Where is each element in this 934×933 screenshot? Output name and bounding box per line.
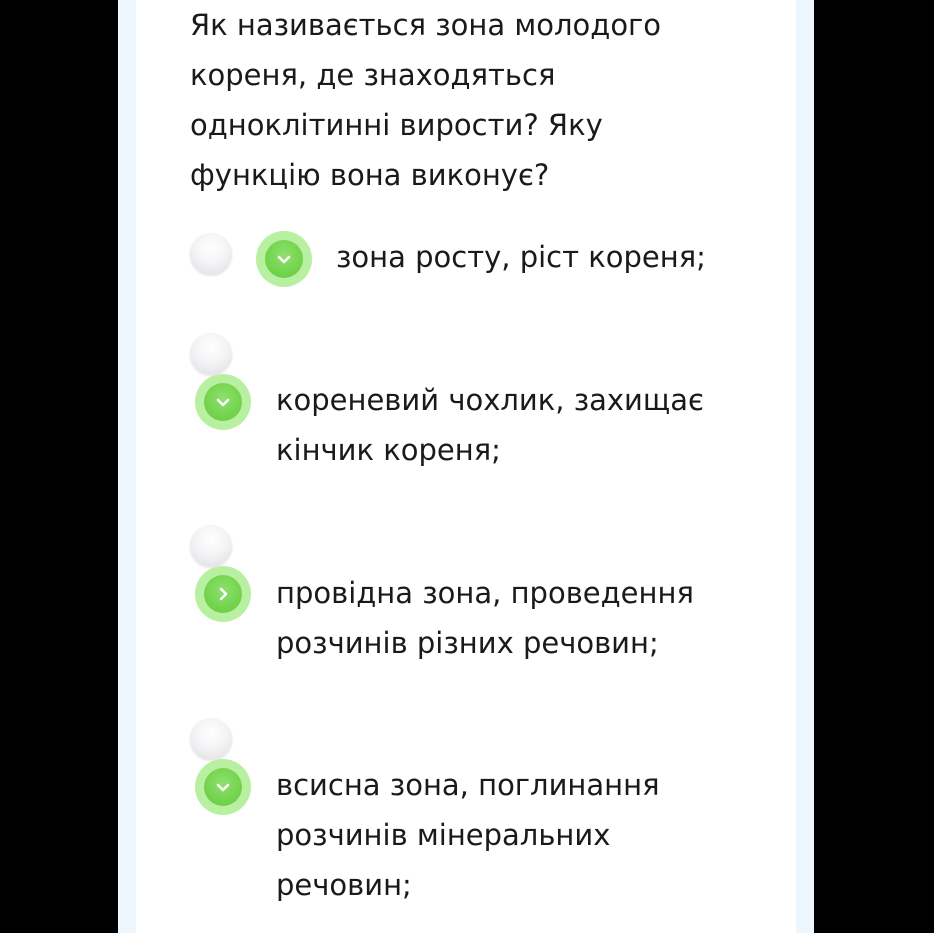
option-4-line: всисна зона, поглинання: [276, 768, 660, 802]
option-4-radio[interactable]: [190, 718, 232, 760]
option-1-label[interactable]: [336, 232, 706, 282]
option-1-toggle[interactable]: [256, 231, 312, 287]
question-line: одноклітинні вирости? Яку: [190, 108, 603, 142]
question-line: Як називається зона молодого: [190, 8, 662, 42]
option-2-line: кінчик кореня;: [276, 433, 501, 467]
option-3-line: провідна зона, проведення: [276, 576, 694, 610]
option-4-toggle[interactable]: [195, 759, 251, 815]
option-3-toggle[interactable]: [195, 566, 251, 622]
chevron-down-icon: [213, 392, 233, 412]
option-4-line: речовин;: [276, 868, 412, 902]
option-2-toggle[interactable]: [195, 374, 251, 430]
question-line: кореня, де знаходяться: [190, 58, 556, 92]
option-3-label[interactable]: [276, 568, 694, 668]
chevron-right-icon: [213, 584, 233, 604]
option-2-label[interactable]: [276, 375, 704, 475]
chevron-down-icon: [213, 777, 233, 797]
question-line: функцію вона виконує?: [190, 158, 550, 192]
option-3-radio[interactable]: [190, 525, 232, 567]
option-4-line: розчинів мінеральних: [276, 818, 611, 852]
option-3-line: розчинів різних речовин;: [276, 626, 659, 660]
chevron-down-icon: [274, 249, 294, 269]
option-2-line: кореневий чохлик, захищає: [276, 383, 704, 417]
option-1-radio[interactable]: [190, 233, 232, 275]
option-2-radio[interactable]: [190, 333, 232, 375]
option-1-line: зона росту, ріст кореня;: [336, 240, 706, 274]
option-4-label[interactable]: [276, 760, 660, 910]
